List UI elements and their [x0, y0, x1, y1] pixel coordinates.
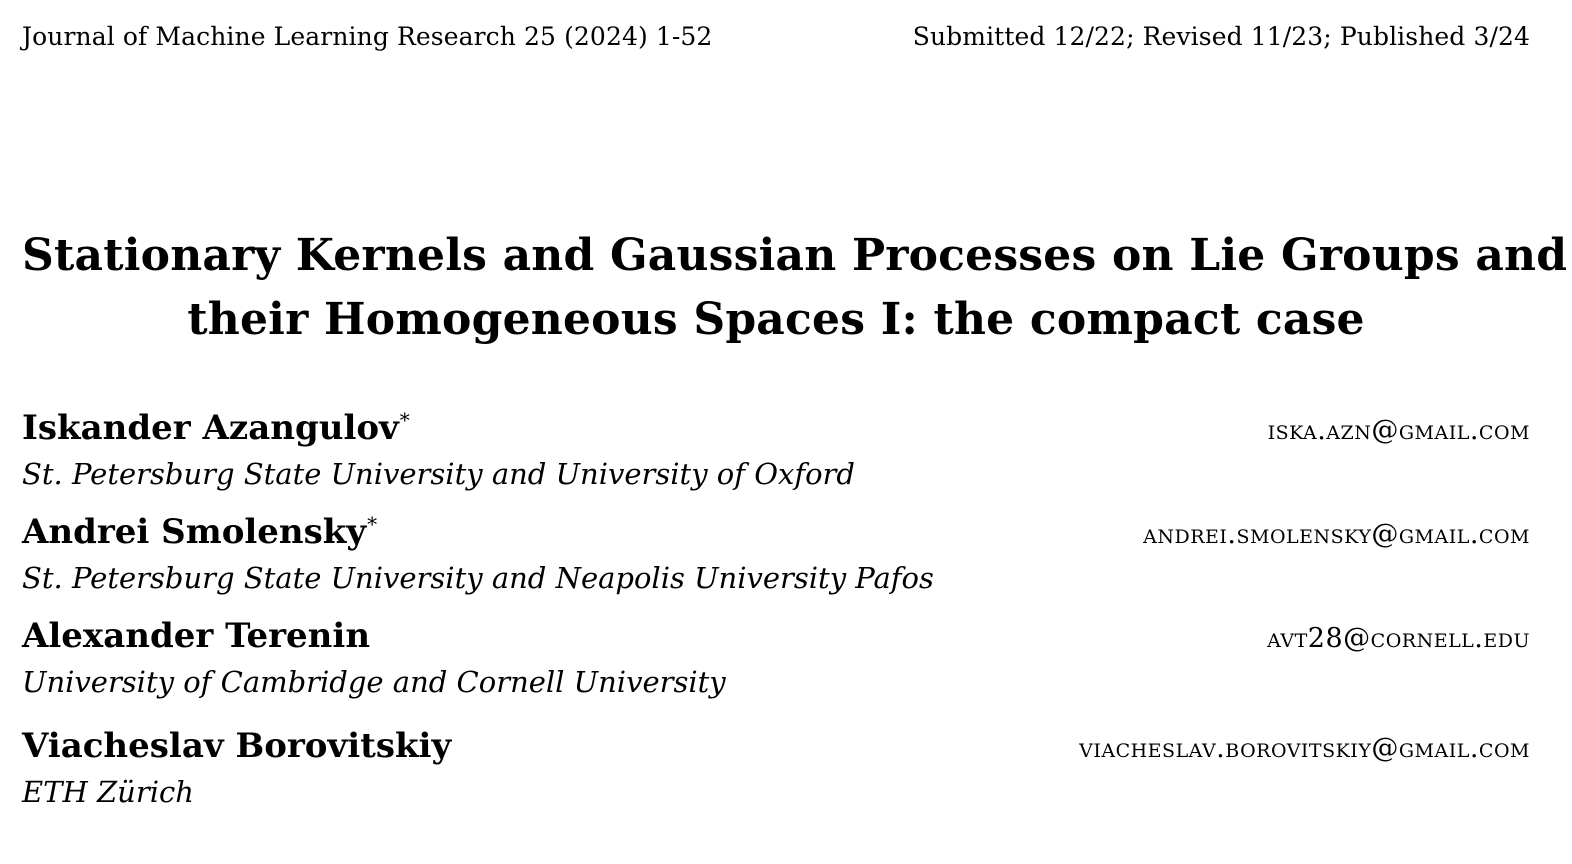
- author-block: [22, 726, 1530, 830]
- author-row: [22, 616, 1530, 662]
- author-name: Iskander Azangulov: [22, 408, 399, 448]
- author-name: Viacheslav Borovitskiy: [22, 726, 452, 766]
- equal-contribution-mark: *: [367, 512, 378, 536]
- author-name-block: [22, 408, 410, 448]
- paper-page: [22, 0, 1568, 864]
- submission-dates: Submitted 12/22; Revised 11/23; Published 3/24: [912, 22, 1530, 51]
- author-name-block: [22, 512, 377, 552]
- title-line-1: Stationary Kernels and Gaussian Processes on Lie Groups and: [22, 230, 1568, 281]
- author-email[interactable]: avt28@cornell.edu: [1267, 623, 1530, 654]
- author-email[interactable]: viacheslav.borovitskiy@gmail.com: [1079, 733, 1530, 764]
- author-row: [22, 408, 1530, 454]
- author-block: [22, 616, 1530, 720]
- author-row: [22, 726, 1530, 772]
- journal-citation: Journal of Machine Learning Research 25 (2024) 1-52: [22, 22, 713, 51]
- equal-contribution-mark: *: [399, 408, 410, 432]
- author-name-block: [22, 616, 370, 656]
- running-header: [22, 22, 1530, 58]
- author-name: Andrei Smolensky: [22, 512, 367, 552]
- author-block: [22, 512, 1530, 616]
- author-affiliation: St. Petersburg State University and University of Oxford: [22, 457, 855, 491]
- author-name-block: [22, 726, 451, 766]
- author-email[interactable]: andrei.smolensky@gmail.com: [1143, 519, 1530, 550]
- author-affiliation: University of Cambridge and Cornell University: [22, 665, 726, 699]
- author-block: [22, 408, 1530, 512]
- author-row: [22, 512, 1530, 558]
- author-affiliation: ETH Zürich: [22, 775, 194, 809]
- author-list: [22, 408, 1530, 830]
- author-affiliation: St. Petersburg State University and Neapolis University Pafos: [22, 561, 934, 595]
- paper-title: [22, 224, 1568, 352]
- author-email[interactable]: iska.azn@gmail.com: [1267, 415, 1530, 446]
- title-line-2: their Homogeneous Spaces I: the compact case: [187, 294, 1365, 345]
- author-name: Alexander Terenin: [22, 616, 371, 656]
